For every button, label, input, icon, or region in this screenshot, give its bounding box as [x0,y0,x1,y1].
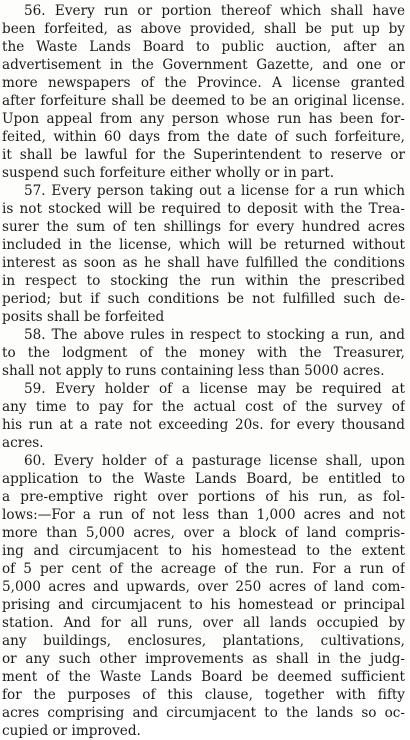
text-line: to the lodgment of the money with the Treasurer, [2,345,405,361]
text-line: or any such other improvements as shall in the judg- [2,651,405,667]
text-line: suspend such forfeiture either wholly or in part. [2,165,335,181]
text-line: 56. Every run or portion thereof which shall have [24,3,405,19]
text-line: it shall be lawful for the Superintendent to reserve or [2,147,405,163]
text-line: 60. Every holder of a pasturage license shall, upon [24,453,405,469]
text-line: more newspapers of the Province. A license granted [2,75,405,91]
text-line: in respect to stocking the run within the prescribed [2,273,405,289]
text-line: Upon appeal from any person whose run has been for- [2,111,405,127]
text-line: period; but if such conditions be not fulfilled such de- [2,291,405,307]
text-line: any time to pay for the actual cost of the survey of [2,399,405,415]
text-line: more than 5,000 acres, over a block of land compris- [2,525,405,541]
text-line: 57. Every person taking out a license for a run which [24,183,405,199]
text-line: for the purposes of this clause, together with fifty [2,687,405,703]
text-line: cupied or improved. [2,723,141,739]
text-column [2,2,405,740]
text-line: been forfeited, as above provided, shall be put up by [2,21,405,37]
text-line: the Waste Lands Board to public auction, after an [2,39,405,55]
text-line: ment of the Waste Lands Board be deemed sufficient [2,669,405,685]
text-line: 58. The above rules in respect to stocking a run, and [24,327,405,343]
text-line: any buildings, enclosures, plantations, cultivations, [2,633,405,649]
text-line: his run at a rate not exceeding 20s. for every thousand [2,417,405,433]
text-line: prising and circumjacent to his homestead or principal [2,597,405,613]
text-line: application to the Waste Lands Board, be entitled to [2,471,405,487]
text-line: station. And for all runs, over all lands occupied by [2,615,405,631]
text-line: lows:—For a run of not less than 1,000 acres and not [2,507,405,523]
text-line: advertisement in the Government Gazette, and one or [2,57,405,73]
text-line: shall not apply to runs containing less than 5000 acres. [2,363,385,379]
text-line: interest as soon as he shall have fulfilled the conditions [2,255,405,271]
text-line: is not stocked will be required to deposit with the Trea- [2,201,405,217]
text-line: surer the sum of ten shillings for every hundred acres [2,219,405,235]
text-line: after forfeiture shall be deemed to be an original license. [2,93,405,109]
text-line: posits shall be forfeited [2,309,165,325]
text-line: 59. Every holder of a license may be required at [24,381,405,397]
text-line: acres comprising and circumjacent to the lands so oc- [2,705,405,721]
text-line: a pre-emptive right over portions of his run, as fol- [2,489,405,505]
text-line: acres. [2,435,44,451]
text-line: included in the license, which will be returned without [2,237,405,253]
text-line: feited, within 60 days from the date of such forfeiture, [2,129,405,145]
text-line: of 5 per cent of the acreage of the run. For a run of [2,561,405,577]
text-line: 5,000 acres and upwards, over 250 acres of land com- [2,579,405,595]
text-line: ing and circumjacent to his homestead to the extent [2,543,405,559]
